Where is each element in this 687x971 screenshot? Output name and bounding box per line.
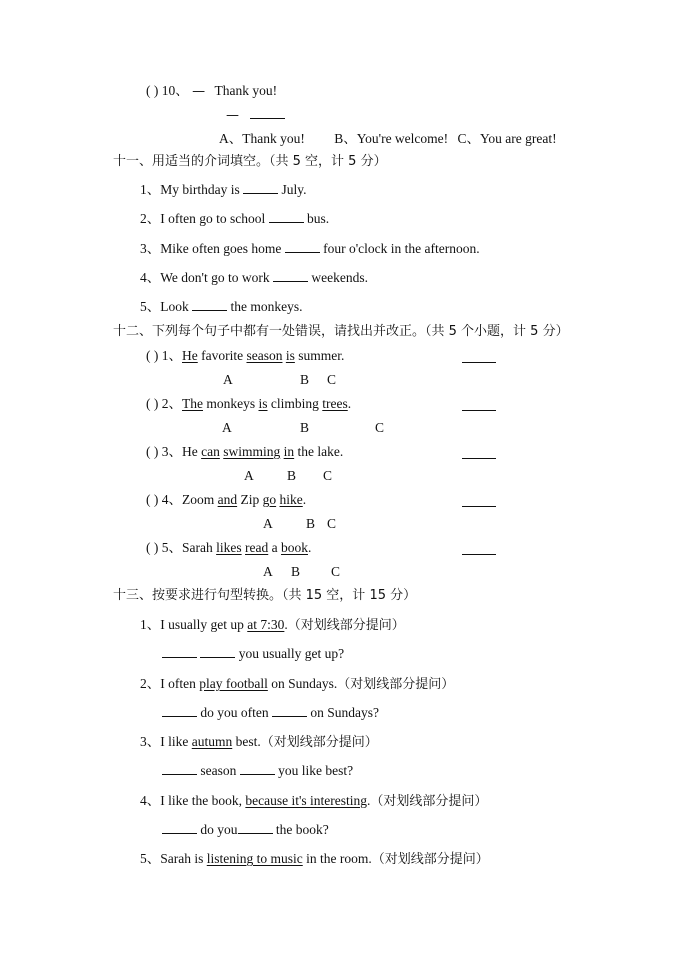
answer-blank[interactable] (200, 645, 235, 658)
instruction-note: （对划线部分提问） (371, 852, 489, 867)
sec13-answer-1 (162, 645, 344, 663)
item-text: on Sundays. (267, 676, 338, 691)
letter-a: A (244, 468, 254, 483)
item-text: the book? (275, 822, 329, 837)
instruction-note: （对划线部分提问） (260, 735, 378, 750)
q10-option-b: B、You're welcome! (334, 131, 449, 146)
sec13-answer-3 (162, 762, 353, 780)
letter-c: C (323, 468, 333, 483)
item-text: Sarah is (160, 851, 207, 866)
answer-parentheses[interactable]: ( ) (146, 396, 159, 411)
correction-blank[interactable] (462, 506, 496, 507)
underlined-part: season (246, 348, 283, 363)
letter-b: B (300, 372, 310, 387)
item-text: four o'clock in the afternoon. (323, 241, 480, 256)
item-number: 2、 (140, 211, 161, 226)
answer-blank[interactable] (273, 269, 308, 282)
item-text: I like (160, 734, 192, 749)
sec13-item-3 (140, 733, 378, 752)
correction-blank[interactable] (462, 410, 496, 411)
instruction-note: （对划线部分提问） (287, 618, 405, 633)
answer-blank[interactable] (272, 704, 307, 717)
item-text: I usually get up (160, 617, 248, 632)
item-text: climbing (267, 396, 323, 411)
sec11-item-5 (140, 298, 303, 316)
sec11-item-4 (140, 269, 368, 287)
item-text: monkeys (203, 396, 259, 411)
item-text: . (347, 396, 352, 411)
underlined-part: autumn (191, 734, 233, 749)
section-12-title: 十二、下列每个句子中都有一处错误，请找出并改正。（共 5 个小题，计 5 分） (113, 324, 569, 339)
q10-option-a: A、Thank you! (219, 131, 305, 146)
correction-blank[interactable] (462, 458, 496, 459)
sec11-item-3 (140, 240, 480, 258)
letter-c: C (327, 516, 337, 531)
answer-blank[interactable] (162, 821, 197, 834)
item-text: weekends. (311, 270, 368, 285)
item-number: 5、 (140, 851, 161, 866)
section-13-title: 十三、按要求进行句型转换。（共 15 空，计 15 分） (113, 588, 417, 603)
item-text: do you (200, 822, 238, 837)
section-11-title: 十一、用适当的介词填空。（共 5 空，计 5 分） (113, 154, 387, 169)
letter-a: A (263, 564, 273, 579)
item-text: on Sundays? (310, 705, 379, 720)
item-text: a (268, 540, 281, 555)
underlined-part: likes (216, 540, 242, 555)
item-text: July. (281, 182, 307, 197)
item-text: We don't go to work (160, 270, 270, 285)
item-text: season (200, 763, 237, 778)
item-number: 3、 (140, 734, 161, 749)
answer-blank[interactable] (243, 181, 278, 194)
letter-b: B (287, 468, 297, 483)
item-text: . (284, 617, 288, 632)
sec12-item-2 (146, 395, 351, 413)
q10-options (219, 130, 557, 148)
item-text: favorite (197, 348, 247, 363)
answer-blank[interactable] (240, 762, 275, 775)
answer-blank[interactable] (269, 210, 304, 223)
item-text: Zoom (182, 492, 218, 507)
item-text: He (182, 444, 202, 459)
underlined-part: listening to music (206, 851, 303, 866)
item-text: Zip (237, 492, 263, 507)
item-text: I often go to school (160, 211, 266, 226)
item-number: 5、 (161, 540, 182, 555)
answer-parentheses[interactable]: ( ) (146, 444, 159, 459)
answer-blank[interactable] (250, 106, 285, 119)
instruction-note: （对划线部分提问） (337, 677, 455, 692)
item-text: you usually get up? (238, 646, 345, 661)
q10-number: ( ) 10、 (146, 83, 189, 98)
item-number: 4、 (161, 492, 182, 507)
item-text: Mike often goes home (160, 241, 282, 256)
letter-a: A (223, 372, 233, 387)
letter-b: B (291, 564, 301, 579)
sec13-item-5 (140, 850, 489, 869)
item-number: 1、 (161, 348, 182, 363)
sec12-item-4 (146, 491, 306, 509)
item-text: the monkeys. (230, 299, 303, 314)
sec13-item-2 (140, 675, 454, 694)
letter-c: C (327, 372, 337, 387)
answer-blank[interactable] (162, 762, 197, 775)
q10-dash-1: — (192, 84, 206, 99)
item-number: 1、 (140, 182, 161, 197)
item-number: 5、 (140, 299, 161, 314)
letter-a: A (222, 420, 232, 435)
item-number: 4、 (140, 270, 161, 285)
underlined-part: play football (199, 676, 268, 691)
item-text: bus. (306, 211, 330, 226)
answer-blank[interactable] (192, 298, 227, 311)
correction-blank[interactable] (462, 362, 496, 363)
underlined-part: book (280, 540, 308, 555)
letter-c: C (331, 564, 341, 579)
item-number: 4、 (140, 793, 161, 808)
underlined-part: is (285, 348, 295, 363)
underlined-part: trees (322, 396, 348, 411)
q10-option-c: C、You are great! (457, 131, 557, 146)
q10-reply (226, 106, 285, 125)
answer-blank[interactable] (162, 645, 197, 658)
underlined-part: in (283, 444, 295, 459)
underlined-part: read (245, 540, 269, 555)
sec11-item-1 (140, 181, 307, 199)
sec13-answer-4 (162, 821, 329, 839)
item-text: . (367, 793, 371, 808)
underlined-part: can (201, 444, 220, 459)
item-text: the lake. (294, 444, 344, 459)
item-number: 2、 (140, 676, 161, 691)
answer-blank[interactable] (238, 821, 273, 834)
underlined-part: go (262, 492, 277, 507)
underlined-part: He (182, 348, 198, 363)
answer-parentheses[interactable]: ( ) (146, 348, 159, 363)
sec12-item-5 (146, 539, 311, 557)
q10-dash-2: — (226, 108, 239, 123)
item-text: I like the book, (160, 793, 246, 808)
underlined-part: hike (279, 492, 303, 507)
underlined-part: The (182, 396, 203, 411)
item-text: My birthday is (160, 182, 240, 197)
letter-b: B (300, 420, 310, 435)
item-number: 3、 (161, 444, 182, 459)
item-text: I often (160, 676, 200, 691)
sec12-item-3 (146, 443, 343, 461)
sec11-item-2 (140, 210, 329, 228)
correction-blank[interactable] (462, 554, 496, 555)
item-text: Look (160, 299, 189, 314)
item-text: best. (232, 734, 261, 749)
underlined-part: swimming (223, 444, 281, 459)
item-text: summer. (294, 348, 345, 363)
item-number: 3、 (140, 241, 161, 256)
letter-b: B (306, 516, 316, 531)
sec13-item-1 (140, 616, 405, 635)
answer-parentheses[interactable]: ( ) (146, 540, 159, 555)
underlined-part: and (217, 492, 238, 507)
item-number: 1、 (140, 617, 161, 632)
q10-prompt: Thank you! (214, 83, 278, 98)
sec12-item-1 (146, 347, 344, 365)
instruction-note: （对划线部分提问） (370, 794, 488, 809)
answer-blank[interactable] (162, 704, 197, 717)
letter-a: A (263, 516, 273, 531)
item-text: in the room. (302, 851, 372, 866)
item-text: Sarah (182, 540, 217, 555)
answer-parentheses[interactable]: ( ) (146, 492, 159, 507)
underlined-part: because it's interesting (245, 793, 368, 808)
item-text: you like best? (278, 763, 354, 778)
underlined-part: is (258, 396, 268, 411)
answer-blank[interactable] (285, 240, 320, 253)
item-text: . (307, 540, 312, 555)
sec13-item-4 (140, 792, 487, 811)
item-text: do you often (200, 705, 269, 720)
item-text: . (302, 492, 307, 507)
letter-c: C (375, 420, 385, 435)
q10-line (146, 82, 277, 101)
item-number: 2、 (161, 396, 182, 411)
sec13-answer-2 (162, 704, 379, 722)
underlined-part: at 7:30 (247, 617, 285, 632)
